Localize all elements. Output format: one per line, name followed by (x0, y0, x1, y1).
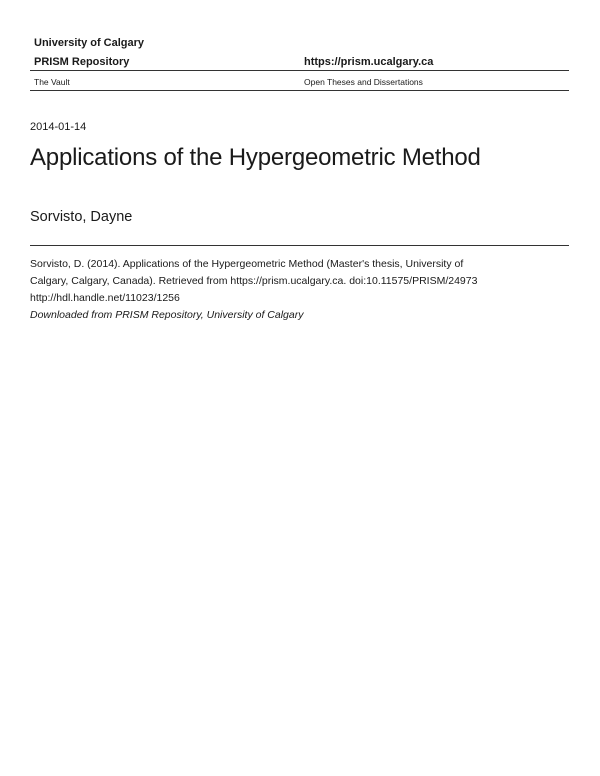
collection-type: Open Theses and Dissertations (304, 77, 423, 87)
collection-name: The Vault (34, 77, 70, 87)
citation-block (30, 256, 560, 324)
citation-line-2: Calgary, Calgary, Canada). Retrieved from https://prism.ucalgary.ca. doi:10.11575/PRISM/24973 (30, 275, 478, 287)
institution-name: University of Calgary (34, 37, 145, 49)
citation-line-1: Sorvisto, D. (2014). Applications of the Hypergeometric Method (Master's thesis, University of (30, 258, 464, 270)
downloaded-from-note: Downloaded from PRISM Repository, University of Calgary (30, 309, 304, 321)
author-name: Sorvisto, Dayne (30, 209, 133, 225)
publication-date: 2014-01-14 (30, 121, 87, 133)
repository-header (30, 36, 569, 91)
repository-row (30, 55, 569, 70)
document-title: Applications of the Hypergeometric Method (30, 144, 481, 171)
header-divider-top (30, 70, 569, 71)
handle-link[interactable]: http://hdl.handle.net/11023/1256 (30, 292, 180, 304)
repository-name: PRISM Repository (34, 56, 130, 68)
collection-row (30, 77, 569, 89)
repository-url-link[interactable]: https://prism.ucalgary.ca (304, 56, 434, 68)
citation-divider (30, 245, 569, 246)
header-divider-bottom (30, 90, 569, 91)
